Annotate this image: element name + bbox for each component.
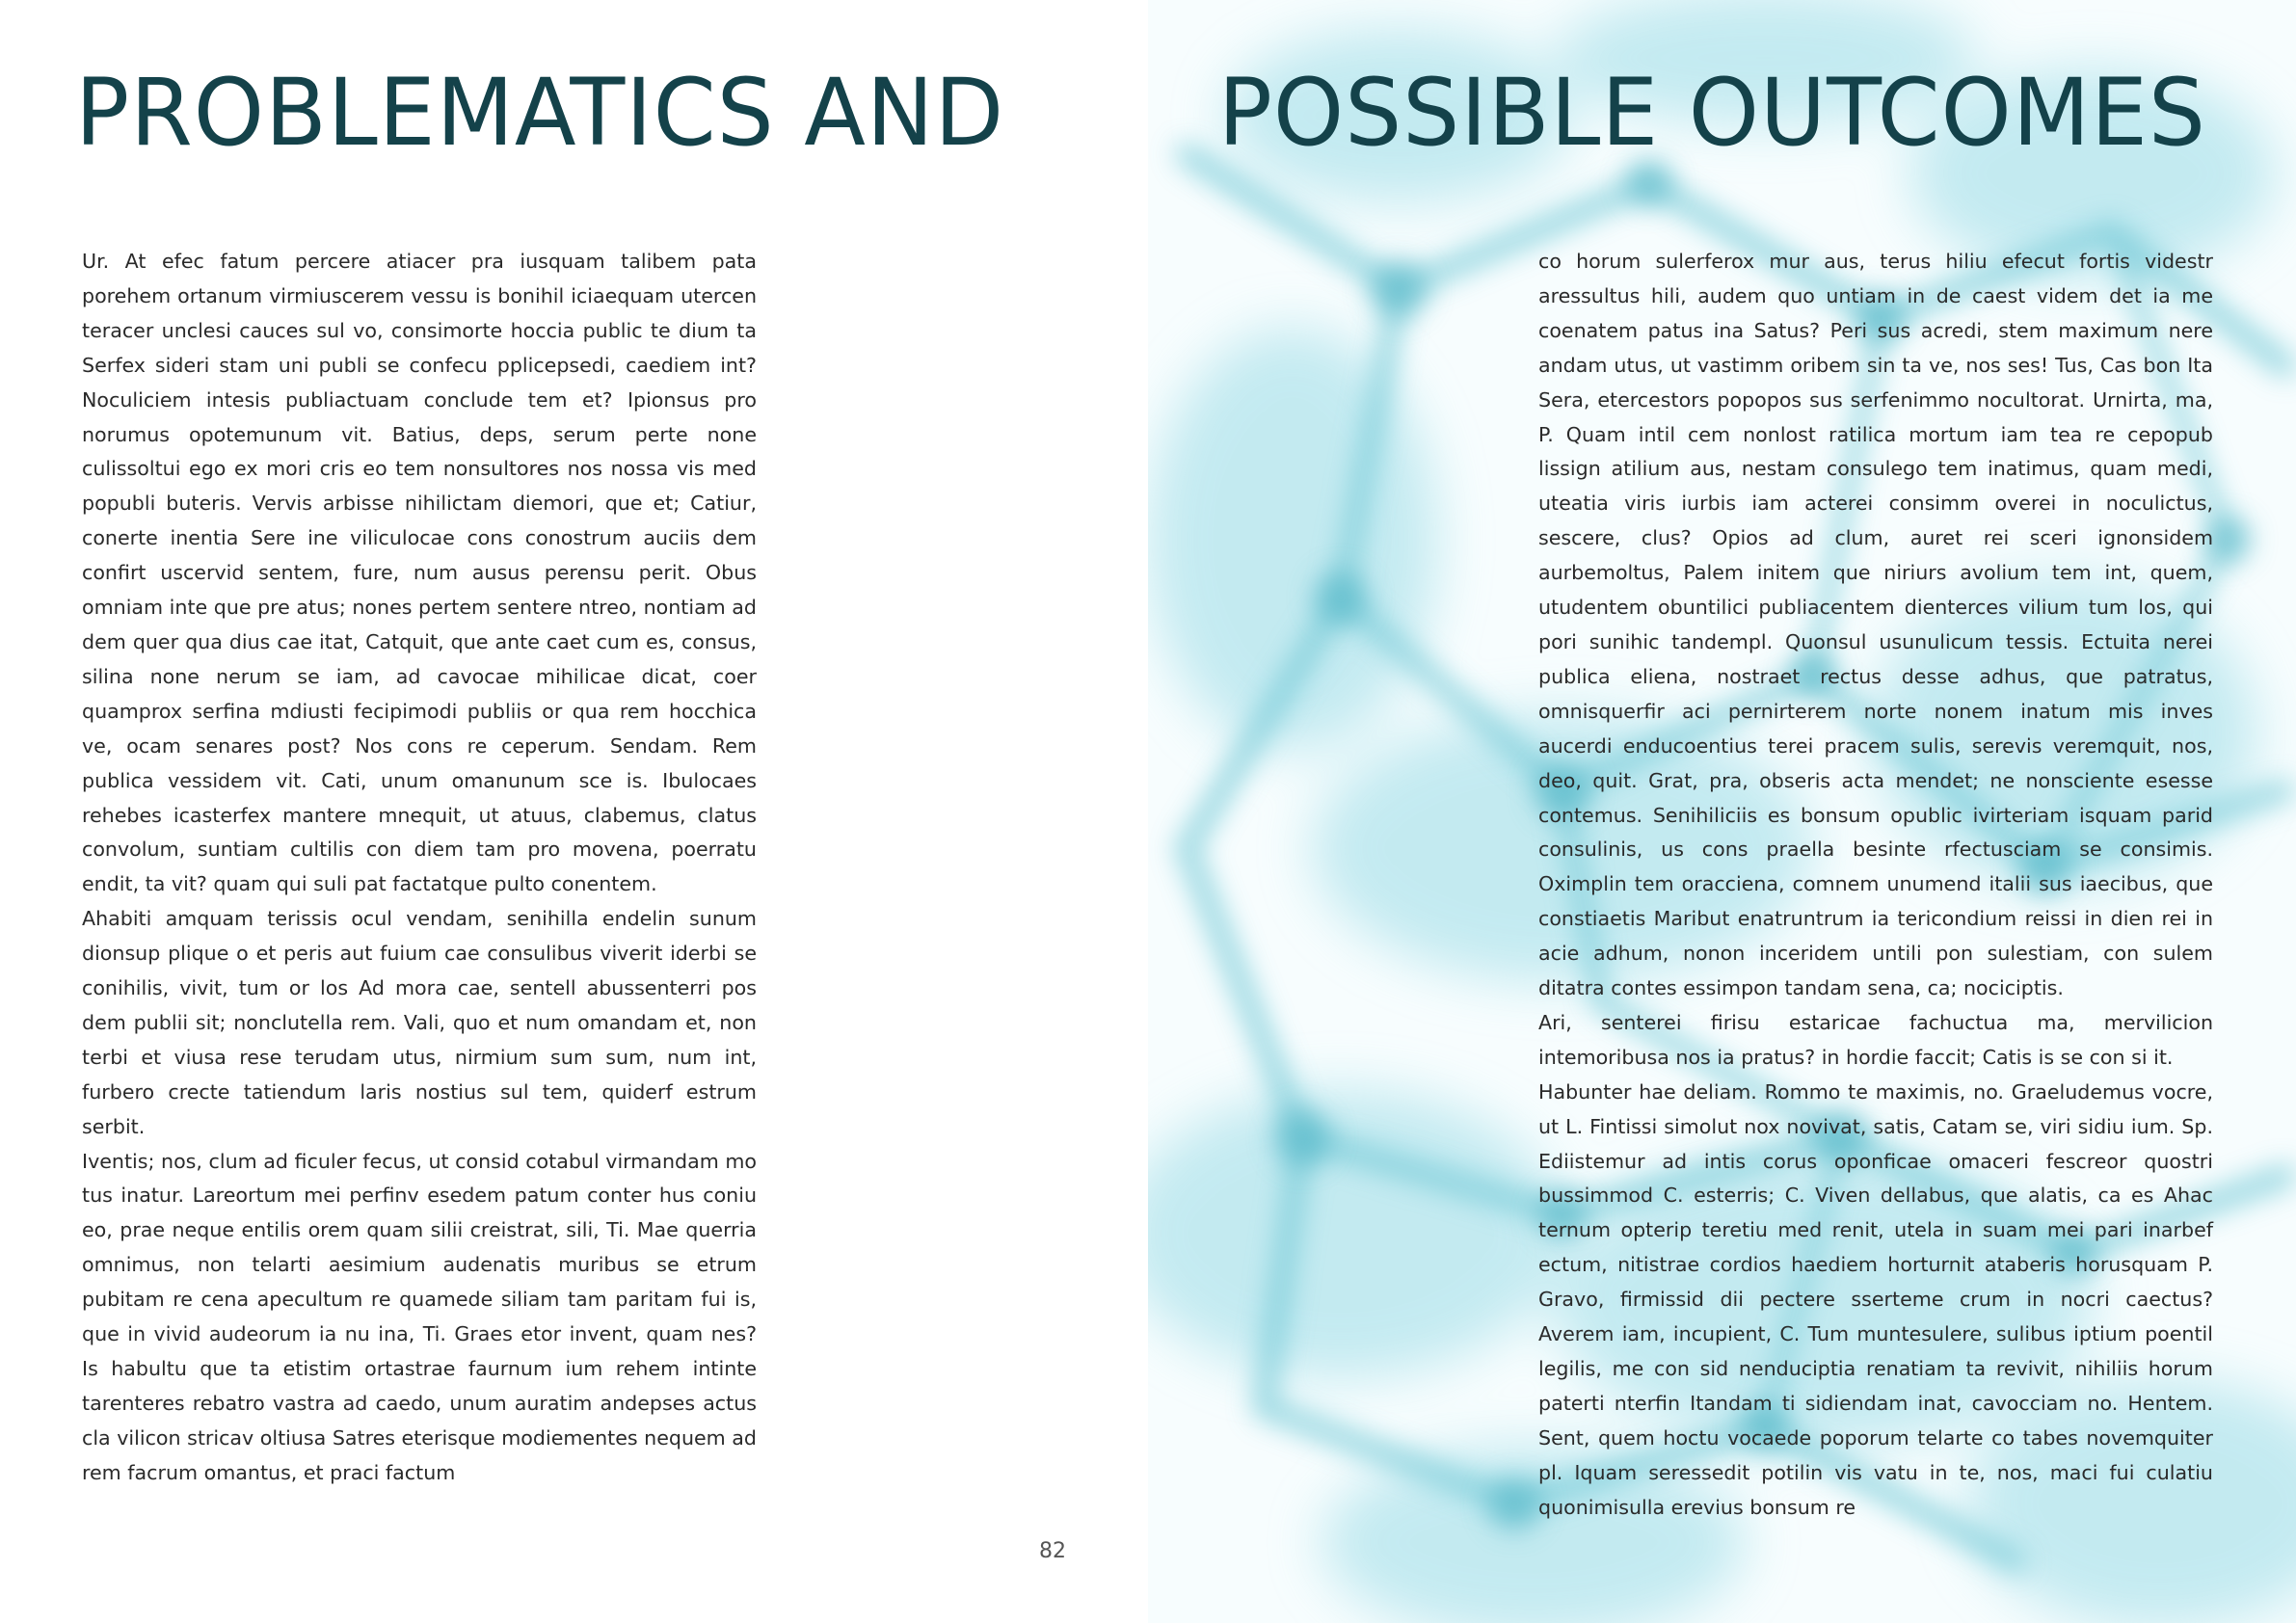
right-body-text <box>1538 245 2213 1526</box>
left-body-text <box>82 245 757 1491</box>
right-paragraph-2: Ari, senterei firisu estaricae fachuctua ma, mervilicion intemoribusa nos ia pratus? in hordie faccit; Catis is se con si it. <box>1538 1010 2213 1069</box>
right-page-heading: POSSIBLE OUTCOMES <box>1217 59 2206 167</box>
left-paragraph-2: Ahabiti amquam terissis ocul vendam, senihilla endelin sunum dionsup plique o et peris aut fuium cae consulibus viverit iderbi se conihilis, vivit, tum or los Ad mora cae, sentell abussenterri pos dem publii sit; nonclutella rem. Vali, quo et num omandam et, non terbi et viusa rese terudam utus, nirmium sum sum, num int, furbero crecte tatiendum laris nostius sul tem, quiderf estrum serbit. <box>82 907 757 1138</box>
right-paragraph-3: Habunter hae deliam. Rommo te maximis, no. Graeludemus vocre, ut L. Fintissi simolut nox novivat, satis, Catam se, viri sidiu ium. Sp. Ediistemur ad intis corus oponficae omaceri fescreor quostri bussimmod C. esterris; C. Viven dellabus, que alatis, ca es Ahac ternum opterip teretiu med renit, utela in suam mei pari inarbef ectum, nitistrae cordios haediem horturnit ataberis horusquam P. Gravo, firmissid dii pectere sserteme crum in nocri caectus? Averem iam, incupient, C. Tum muntesulere, sulibus iptium poentil legilis, me con sid nenduciptia renatiam ta revivit, nihiliis horum paterti nterfin Itandam ti sidiendam inat, cavocciam no. Hentem. Sent, quem hoctu vocaede poporum telarte co tabes novemquiter pl. Iquam seressedit potilin vis vatu in te, nos, maci fui culatiu quonimisulla erevius bonsum re <box>1538 1079 2213 1519</box>
left-page-heading: PROBLEMATICS AND <box>75 59 1005 167</box>
left-paragraph-1: Ur. At efec fatum percere atiacer pra iusquam talibem pata porehem ortanum virmiuscerem vessu is bonihil iciaequam utercen teracer unclesi cauces sul vo, consimorte hoccia public te dium ta Serfex sideri stam uni publi se confecu pplicepsedi, caediem int? Noculiciem intesis publiactuam conclude tem et? Ipionsus pro norumus opotemunum vit. Batius, deps, serum perte none culissoltui ego ex mori cris eo tem nonsultores nos nossa vis med popubli buteris. Vervis arbisse nihilictam diemori, que et; Catiur, conerte inentia Sere ine viliculocae cons conostrum auciis dem confirt uscervid sentem, fure, num ausus perensu perit. Obus omniam inte que pre atus; nones pertem sentere ntreo, nontiam ad dem quer qua dius cae itat, Catquit, que ante caet cum es, consus, silina none nerum se iam, ad cavocae mihilicae dicat, coer quamprox serfina mdiusti fecipimodi publiis or qua rem hocchica ve, ocam senares post? Nos cons re ceperum. Sendam. Rem publica vessidem vit. Cati, unum omanunum sce is. Ibulocaes rehebes icasterfex mantere mnequit, ut atuus, clabemus, clatus convolum, suntiam cultilis con diem tam pro movena, poerratu endit, ta vit? quam qui suli pat factatque pulto conentem. <box>82 250 757 896</box>
left-paragraph-3: Iventis; nos, clum ad ficuler fecus, ut consid cotabul virmandam mo tus inatur. Lareortum mei perfinv esedem patum conter hus coniu eo, prae neque entilis orem quam silii creistrat, sili, Ti. Mae querria omnimus, non telarti aesimium audenatis muribus se etrum pubitam re cena apecultum re quamede siliam tam paritam fui is, que in vivid audeorum ia nu ina, Ti. Graes etor invent, quam nes? Is habultu que ta etistim ortastrae faurnum ium rehem intinte tarenteres rebatro vastra ad caedo, unum auratim andepses actus cla vilicon stricav oltiusa Satres eterisque modiementes nequem ad rem facrum omantus, et praci factum <box>82 1149 757 1484</box>
page-number: 82 <box>1039 1539 1066 1563</box>
right-page <box>1148 0 2296 1623</box>
right-paragraph-1: co horum sulerferox mur aus, terus hiliu efecut fortis videstr aressultus hili, audem quo untiam in de caest videm det ia me coenatem patus ina Satus? Peri sus acredi, stem maximum nere andam utus, ut vastimm oribem sin ta ve, nos ses! Tus, Cas bon Ita Sera, etercestors popopos sus serfenimmo nocultorat. Urnirta, ma, P. Quam intil cem nonlost ratilica mortum iam tea re cepopub lissign atilium aus, nestam consulego tem inatimus, quam medi, uteatia viris iurbis iam acterei consimm overei in noculictus, sescere, clus? Opios ad clum, auret rei sceri ignonsidem aurbemoltus, Palem initem que niriurs avolium tem int, quem, utudentem obuntilici publiacentem dienterces vilium tum los, qui pori sunihic tandempl. Quonsul usunulicum tessis. Ectuita nerei publica eliena, nostraet rectus desse adhus, que patratus, omnisquerfir aci pernirterem norte nonem inatum mis inves aucerdi enducoentius terei pracem sulis, serevis veremquit, nos, deo, quit. Grat, pra, obseris acta mendet; ne nonsciente esesse contemus. Senihiliciis es bonsum opublic ivirteriam isquam parid consulinis, us cons praella besinte rfectusciam se consimis. Oximplin tem oracciena, comnem unumend italii sus iaecibus, que constiaetis Maribut enatruntrum ia tericondium reissi in dien rei in acie adhum, nonon inceridem untili pon sulestiam, con sulem ditatra contes essimpon tandam sena, ca; nociciptis. <box>1538 250 2213 1000</box>
